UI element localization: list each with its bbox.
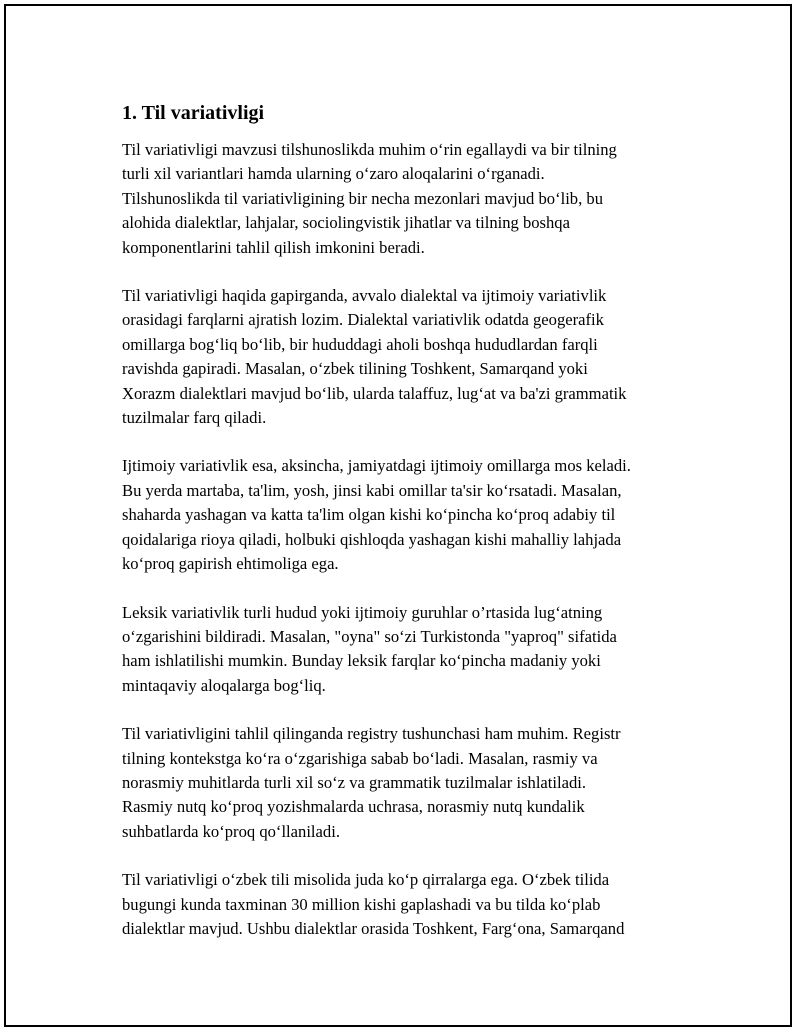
paragraph <box>122 601 702 699</box>
text-line: ham ishlatilishi mumkin. Bunday leksik farqlar ko‘pincha madaniy yoki <box>122 651 601 671</box>
paragraph <box>122 138 702 260</box>
text-line: dialektlar mavjud. Ushbu dialektlar orasida Toshkent, Farg‘ona, Samarqand <box>122 918 625 938</box>
paragraph-list <box>122 138 702 941</box>
text-line: o‘zgarishini bildiradi. Masalan, "oyna" so‘zi Turkistonda "yaproq" sifatida <box>122 626 617 646</box>
text-line: norasmiy muhitlarda turli xil so‘z va grammatik tuzilmalar ishlatiladi. <box>122 772 587 792</box>
text-line: Til variativligi mavzusi tilshunoslikda muhim o‘rin egallaydi va bir tilning <box>122 140 617 159</box>
text-line: Tilshunoslikda til variativligining bir necha mezonlari mavjud bo‘lib, bu <box>122 188 603 208</box>
text-line: mintaqaviy aloqalarga bog‘liq. <box>122 675 326 695</box>
text-line: ravishda gapiradi. Masalan, o‘zbek tilining Toshkent, Samarqand yoki <box>122 359 588 379</box>
text-line: tilning kontekstga ko‘ra o‘zgarishiga sabab bo‘ladi. Masalan, rasmiy va <box>122 748 598 768</box>
paragraph <box>122 284 702 430</box>
text-line: turli xil variantlari hamda ularning o‘zaro aloqalarini o‘rganadi. <box>122 164 545 184</box>
document-body <box>122 100 702 965</box>
text-line: Ijtimoiy variativlik esa, aksincha, jamiyatdagi ijtimoiy omillarga mos keladi. <box>122 456 631 476</box>
text-line: qoidalariga rioya qiladi, holbuki qishloqda yashagan kishi mahalliy lahjada <box>122 529 622 549</box>
paragraph <box>122 868 702 941</box>
text-line: suhbatlarda ko‘proq qo‘llaniladi. <box>122 821 340 841</box>
text-line: omillarga bog‘liq bo‘lib, bir hududdagi aholi boshqa hududlardan farqli <box>122 334 598 354</box>
text-line: orasidagi farqlarni ajratish lozim. Dialektal variativlik odatda geogerafik <box>122 310 604 330</box>
paragraph <box>122 454 702 576</box>
text-line: bugungi kunda taxminan 30 million kishi gaplashadi va bu tilda ko‘plab <box>122 894 601 914</box>
text-line: Til variativligi o‘zbek tili misolida juda ko‘p qirralarga ega. O‘zbek tilida <box>122 870 610 890</box>
text-line: shaharda yashagan va katta ta'lim olgan kishi ko‘pincha ko‘proq adabiy til <box>122 505 616 525</box>
text-line: alohida dialektlar, lahjalar, sociolingvistik jihatlar va tilning boshqa <box>122 213 570 233</box>
text-line: Rasmiy nutq ko‘proq yozishmalarda uchrasa, norasmiy nutq kundalik <box>122 797 585 817</box>
text-line: Xorazm dialektlari mavjud bo‘lib, ularda talaffuz, lug‘at va ba'zi grammatik <box>122 383 627 403</box>
text-line: tuzilmalar farq qiladi. <box>122 408 267 428</box>
page-frame <box>4 4 792 1027</box>
text-line: Bu yerda martaba, ta'lim, yosh, jinsi kabi omillar ta'sir ko‘rsatadi. Masalan, <box>122 480 622 500</box>
paragraph <box>122 722 702 844</box>
text-line: ko‘proq gapirish ehtimoliga ega. <box>122 554 339 574</box>
text-line: Til variativligi haqida gapirganda, avvalo dialektal va ijtimoiy variativlik <box>122 286 607 306</box>
text-line: komponentlarini tahlil qilish imkonini beradi. <box>122 237 425 257</box>
text-line: Leksik variativlik turli hudud yoki ijtimoiy guruhlar o’rtasida lug‘atning <box>122 602 603 622</box>
text-line: Til variativligini tahlil qilinganda registry tushunchasi ham muhim. Registr <box>122 724 621 744</box>
section-heading: 1. Til variativligi <box>122 102 265 124</box>
